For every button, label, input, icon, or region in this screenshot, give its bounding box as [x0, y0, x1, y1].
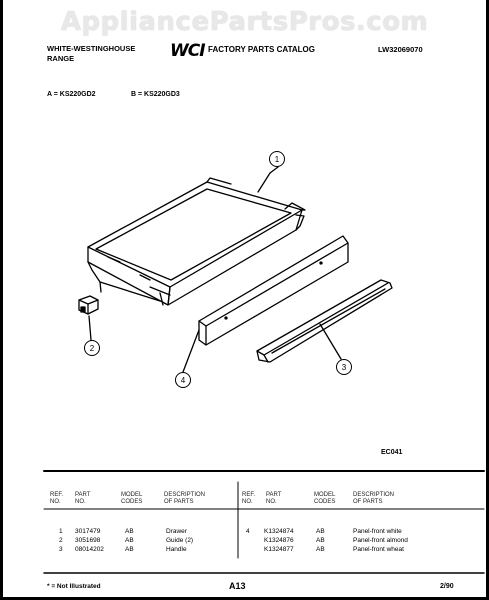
- callout-label-2: 2: [89, 344, 95, 353]
- watermark: AppliancePartsPros.com: [60, 7, 429, 37]
- callout-label-4: 4: [180, 376, 186, 385]
- table-row-right-2-part: K1324876: [264, 537, 294, 544]
- table-row-left-3-ref: 3: [59, 546, 63, 553]
- leader-1: [258, 167, 278, 192]
- doc-number: LW32069070: [378, 45, 423, 54]
- table-row-left-3-codes: AB: [125, 546, 134, 553]
- header-description-left: DESCRIPTION OF PARTS: [164, 492, 206, 505]
- brand-line-1: WHITE-WESTINGHOUSE: [47, 44, 136, 53]
- handle-part: [257, 280, 392, 362]
- diagram-code: EC041: [381, 449, 403, 456]
- table-row-right-1-ref: 4: [246, 528, 250, 535]
- table-row-right-2-codes: AB: [316, 537, 325, 544]
- header-part-no-right: PART NO.: [266, 492, 282, 505]
- brand-line-2: RANGE: [47, 54, 75, 63]
- header-part-no-left: PART NO.: [75, 492, 91, 505]
- header-ref-no-left: REF. NO.: [50, 492, 64, 505]
- table-row-right-1-desc: Panel-front white: [353, 528, 402, 535]
- table-row-left-2-ref: 2: [59, 537, 63, 544]
- header-model-codes-left: MODEL CODES: [121, 492, 143, 505]
- guide-part: [79, 296, 98, 314]
- table-row-left-1-part: 3017479: [75, 528, 101, 535]
- model-b: B = KS220GD3: [131, 91, 180, 98]
- model-a: A = KS220GD2: [47, 91, 96, 98]
- table-row-left-2-codes: AB: [125, 537, 134, 544]
- table-row-right-2-desc: Panel-front almond: [353, 537, 408, 544]
- header-ref-no-right: REF. NO.: [242, 492, 256, 505]
- header-description-right: DESCRIPTION OF PARTS: [353, 492, 395, 505]
- catalog-title: FACTORY PARTS CATALOG: [208, 45, 315, 54]
- table-row-left-3-desc: Handle: [166, 546, 187, 553]
- table-row-left-2-part: 3051698: [75, 537, 101, 544]
- catalog-date: 2/90: [440, 583, 454, 590]
- table-row-left-1-ref: 1: [59, 528, 63, 535]
- wci-logo: WCI: [170, 41, 205, 61]
- table-row-right-3-part: K1324877: [264, 546, 294, 553]
- callout-label-1: 1: [274, 155, 280, 164]
- table-row-left-1-desc: Drawer: [166, 528, 187, 535]
- table-row-left-3-part: 08014202: [75, 546, 104, 553]
- callout-label-3: 3: [341, 363, 347, 372]
- table-row-right-1-part: K1324874: [264, 528, 294, 535]
- page-number: A13: [229, 581, 246, 591]
- leader-4: [183, 330, 199, 372]
- table-row-right-1-codes: AB: [316, 528, 325, 535]
- not-illustrated-note: * = Not Illustrated: [47, 583, 101, 590]
- leader-2: [89, 316, 91, 340]
- leader-3: [320, 324, 341, 359]
- table-row-right-3-desc: Panel-front wheat: [353, 546, 404, 553]
- header-model-codes-right: MODEL CODES: [314, 492, 336, 505]
- drawer-part: [88, 178, 305, 305]
- table-row-left-1-codes: AB: [125, 528, 134, 535]
- table-row-right-3-codes: AB: [316, 546, 325, 553]
- table-row-left-2-desc: Guide (2): [166, 537, 194, 544]
